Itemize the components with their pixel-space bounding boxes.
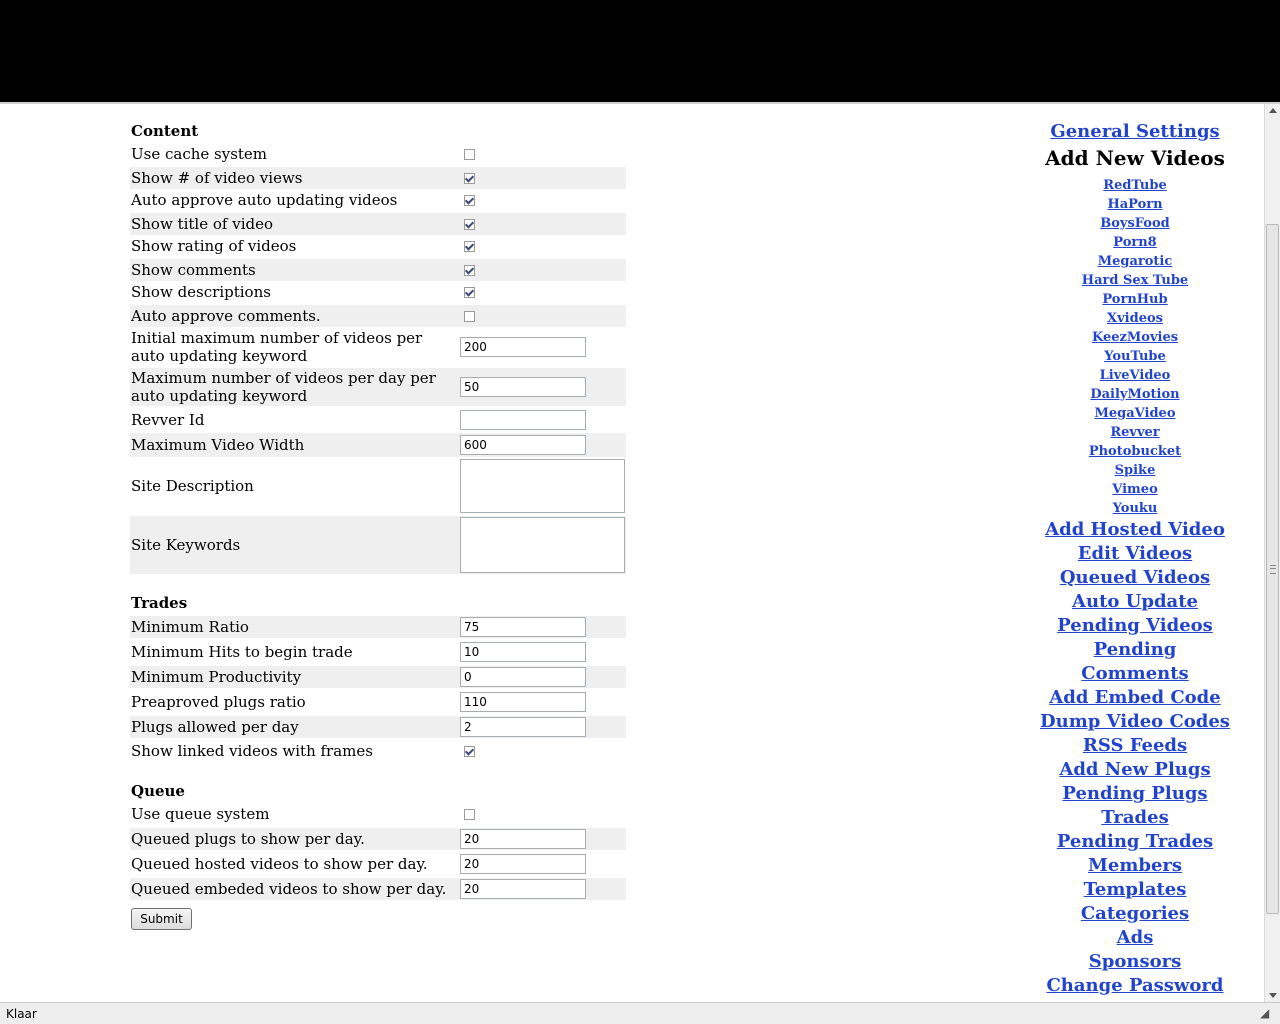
- setting-checkbox[interactable]: [464, 149, 475, 160]
- field-control: [464, 195, 475, 206]
- form-row: [130, 828, 626, 850]
- nav-source-link[interactable]: RedTube: [1103, 178, 1167, 193]
- nav-admin-link[interactable]: Change Password: [1046, 975, 1224, 996]
- setting-input[interactable]: 75: [460, 617, 586, 637]
- form-row: [130, 666, 626, 688]
- form-row: [130, 616, 626, 638]
- field-control: [460, 829, 586, 849]
- field-control: [464, 265, 475, 276]
- nav-admin-link[interactable]: Pending Plugs: [1062, 783, 1208, 804]
- form-row: [130, 368, 626, 406]
- setting-checkbox[interactable]: [464, 746, 475, 757]
- nav-heading-add-new-videos: Add New Videos: [1045, 146, 1225, 170]
- status-bar: [0, 1002, 1280, 1024]
- field-label: Use queue system: [131, 805, 270, 823]
- nav-source-link[interactable]: Hard Sex Tube: [1081, 273, 1189, 288]
- form-row: [130, 641, 626, 663]
- nav-admin-link[interactable]: Members: [1087, 855, 1183, 876]
- resize-grip-icon[interactable]: ◢: [1260, 1006, 1270, 1020]
- nav-source-link[interactable]: MegaVideo: [1094, 406, 1176, 421]
- form-row: [130, 804, 626, 824]
- setting-checkbox[interactable]: [464, 241, 475, 252]
- section-title-queue: Queue: [131, 782, 185, 800]
- nav-video-sources: [1040, 176, 1230, 518]
- scroll-up-icon[interactable]: [1269, 108, 1277, 113]
- setting-checkbox[interactable]: [464, 265, 475, 276]
- admin-navigation: [1040, 120, 1230, 1022]
- nav-source-link[interactable]: YouTube: [1104, 349, 1166, 364]
- field-control: [460, 410, 586, 430]
- setting-checkbox[interactable]: [464, 219, 475, 230]
- field-label: Queued embeded videos to show per day.: [131, 880, 447, 898]
- field-control: [464, 241, 475, 252]
- nav-source-link[interactable]: Porn8: [1113, 235, 1157, 250]
- form-row: [130, 691, 626, 713]
- field-label: Show title of video: [131, 215, 274, 233]
- field-label: Revver Id: [131, 411, 205, 429]
- field-control: [464, 149, 475, 160]
- nav-source-link[interactable]: Photobucket: [1088, 444, 1182, 459]
- field-control: [460, 642, 586, 662]
- setting-textarea[interactable]: [460, 517, 625, 573]
- nav-admin-link[interactable]: Sponsors: [1088, 951, 1182, 972]
- nav-admin-link[interactable]: Ads: [1116, 927, 1154, 948]
- setting-textarea[interactable]: [460, 459, 625, 513]
- nav-source-link[interactable]: Youku: [1112, 501, 1158, 516]
- nav-source-link[interactable]: Megarotic: [1097, 254, 1173, 269]
- field-label: Preaproved plugs ratio: [131, 693, 306, 711]
- field-label: Show comments: [131, 261, 256, 279]
- setting-input[interactable]: 50: [460, 377, 586, 397]
- field-label: Site Description: [131, 477, 254, 495]
- form-row: [130, 408, 626, 432]
- nav-admin-link[interactable]: Add New Plugs: [1059, 759, 1211, 780]
- setting-input[interactable]: 10: [460, 642, 586, 662]
- field-label: Minimum Ratio: [131, 618, 249, 636]
- field-control: [460, 617, 586, 637]
- setting-checkbox[interactable]: [464, 809, 475, 820]
- form-row: [130, 144, 626, 164]
- setting-checkbox[interactable]: [464, 287, 475, 298]
- nav-admin-link[interactable]: Pending Videos: [1057, 615, 1213, 636]
- form-row: [130, 282, 626, 302]
- nav-source-link[interactable]: HaPorn: [1107, 197, 1163, 212]
- nav-source-link[interactable]: Revver: [1110, 425, 1160, 440]
- nav-admin-link[interactable]: Auto Update: [1072, 591, 1198, 612]
- page-content: [0, 104, 1264, 1002]
- field-label: Show linked videos with frames: [131, 742, 373, 760]
- form-row: [130, 516, 626, 574]
- form-row: [130, 433, 626, 457]
- field-label: Use cache system: [131, 145, 268, 163]
- field-label: Plugs allowed per day: [131, 718, 299, 736]
- nav-admin-link[interactable]: Edit Videos: [1077, 543, 1193, 564]
- nav-admin-link[interactable]: Dump Video Codes: [1040, 711, 1230, 732]
- form-row: [130, 328, 626, 366]
- field-label: Maximum Video Width: [131, 436, 305, 454]
- form-row: [130, 213, 626, 235]
- field-control: [460, 435, 586, 455]
- nav-general-settings[interactable]: General Settings: [1050, 121, 1220, 142]
- field-label: Show rating of videos: [131, 237, 297, 255]
- form-row: [130, 167, 626, 189]
- nav-admin-link[interactable]: Add Embed Code: [1049, 687, 1221, 708]
- setting-checkbox[interactable]: [464, 311, 475, 322]
- field-control: [460, 717, 586, 737]
- field-control: [464, 287, 475, 298]
- nav-admin-link[interactable]: Categories: [1080, 903, 1190, 924]
- submit-button[interactable]: Submit: [131, 908, 192, 930]
- nav-source-link[interactable]: Spike: [1114, 463, 1156, 478]
- field-control: [464, 311, 475, 322]
- nav-admin-link[interactable]: Pending Trades: [1056, 831, 1214, 852]
- nav-admin-link[interactable]: RSS Feeds: [1082, 735, 1188, 756]
- form-row: [130, 305, 626, 327]
- nav-admin-link[interactable]: Templates: [1083, 879, 1187, 900]
- field-control: [460, 692, 586, 712]
- form-row: [130, 236, 626, 256]
- field-label: Minimum Productivity: [131, 668, 302, 686]
- nav-admin-link[interactable]: Add Hosted Video: [1045, 519, 1225, 540]
- setting-input[interactable]: [460, 410, 586, 430]
- form-row: [130, 458, 626, 514]
- nav-source-link[interactable]: BoysFood: [1100, 216, 1170, 231]
- field-label: Site Keywords: [131, 536, 241, 554]
- browser-toolbar-area: [0, 0, 1280, 102]
- field-control: [464, 809, 475, 820]
- setting-checkbox[interactable]: [464, 173, 475, 184]
- setting-input[interactable]: 600: [460, 435, 586, 455]
- form-row: [130, 716, 626, 738]
- status-text: Klaar: [6, 1007, 37, 1021]
- nav-admin-links: [1040, 518, 1230, 1022]
- setting-input[interactable]: 110: [460, 692, 586, 712]
- field-control: [460, 854, 586, 874]
- nav-source-link[interactable]: LiveVideo: [1099, 368, 1171, 383]
- field-label: Queued hosted videos to show per day.: [131, 855, 428, 873]
- form-row: [130, 741, 626, 761]
- form-row: [130, 853, 626, 875]
- field-label: Minimum Hits to begin trade: [131, 643, 353, 661]
- field-control: [464, 173, 475, 184]
- nav-source-link[interactable]: PornHub: [1102, 292, 1168, 307]
- scroll-down-icon[interactable]: [1269, 993, 1277, 998]
- setting-input[interactable]: 20: [460, 829, 586, 849]
- field-control: [464, 746, 475, 757]
- field-label: Auto approve comments.: [131, 307, 321, 325]
- field-label: Auto approve auto updating videos: [131, 191, 398, 209]
- field-label: Show # of video views: [131, 169, 303, 187]
- field-label: Show descriptions: [131, 283, 271, 301]
- field-control: [464, 219, 475, 230]
- field-control: [460, 517, 625, 573]
- grip-icon: [1270, 565, 1276, 574]
- nav-source-link[interactable]: Xvideos: [1107, 311, 1163, 326]
- setting-input[interactable]: 20: [460, 854, 586, 874]
- field-control: [460, 337, 586, 357]
- field-control: [460, 459, 625, 513]
- form-row: [130, 878, 626, 900]
- scrollbar-thumb[interactable]: [1266, 224, 1279, 914]
- field-label: Initial maximum number of videos per auto updating keyword: [131, 329, 423, 365]
- field-control: [460, 377, 586, 397]
- field-control: [460, 879, 586, 899]
- vertical-scrollbar[interactable]: [1264, 104, 1280, 1002]
- setting-input[interactable]: 0: [460, 667, 586, 687]
- field-control: [460, 667, 586, 687]
- setting-input[interactable]: 20: [460, 879, 586, 899]
- section-title-content: Content: [131, 122, 199, 140]
- nav-admin-link[interactable]: Pending Comments: [1081, 639, 1189, 684]
- section-title-trades: Trades: [131, 594, 188, 612]
- nav-source-link[interactable]: Vimeo: [1112, 482, 1158, 497]
- field-label: Queued plugs to show per day.: [131, 830, 365, 848]
- nav-admin-link[interactable]: Trades: [1101, 807, 1169, 828]
- nav-source-link[interactable]: DailyMotion: [1090, 387, 1180, 402]
- field-label: Maximum number of videos per day per auto updating keyword: [131, 369, 436, 405]
- nav-source-link[interactable]: KeezMovies: [1091, 330, 1179, 345]
- form-row: [130, 259, 626, 281]
- form-row: [130, 190, 626, 210]
- setting-checkbox[interactable]: [464, 195, 475, 206]
- nav-admin-link[interactable]: Queued Videos: [1059, 567, 1211, 588]
- setting-input[interactable]: 200: [460, 337, 586, 357]
- setting-input[interactable]: 2: [460, 717, 586, 737]
